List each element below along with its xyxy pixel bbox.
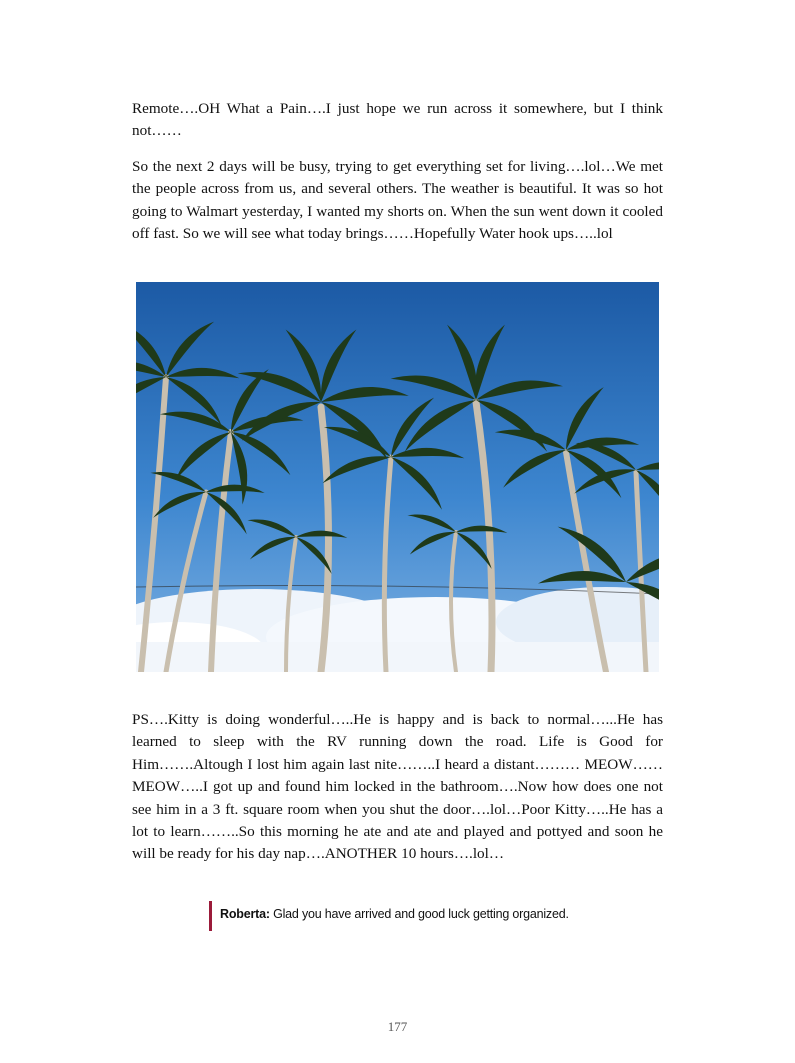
palm-trees-photo	[136, 282, 659, 672]
page-number: 177	[387, 1019, 408, 1034]
paragraph-ps-kitty: PS….Kitty is doing wonderful…..He is happy and is back to normal…...He has learned to sleep with the RV running down the road. Life is Good for Him…….Altough I lost him again last nite……..I heard a distant……… MEOW……MEOW…..I got up and found him locked in the bathroom….Now how does one not see him in a 3 ft. square room when you shut the door….lol…Poor Kitty…..He has a lot to learn……..So this morning he ate and ate and played and pottyed and soon he will be ready for his day nap….ANOTHER 10 hours….lol…	[132, 711, 663, 863]
paragraph-next-days: So the next 2 days will be busy, trying to get everything set for living….lol…We met the people across from us, and several others. The weather is beautiful. It was so hot going to Walmart yesterday, I wanted my shorts on. When the sun went down it cooled off fast. So we will see what today brings……Hopefully Water hook ups…..lol	[132, 158, 663, 243]
comment-author: Roberta:	[220, 907, 270, 921]
comment-text: Glad you have arrived and good luck getting organized.	[273, 907, 569, 921]
paragraph-remote: Remote….OH What a Pain….I just hope we run across it somewhere, but I think not……	[132, 100, 663, 140]
comment-box	[209, 901, 569, 931]
